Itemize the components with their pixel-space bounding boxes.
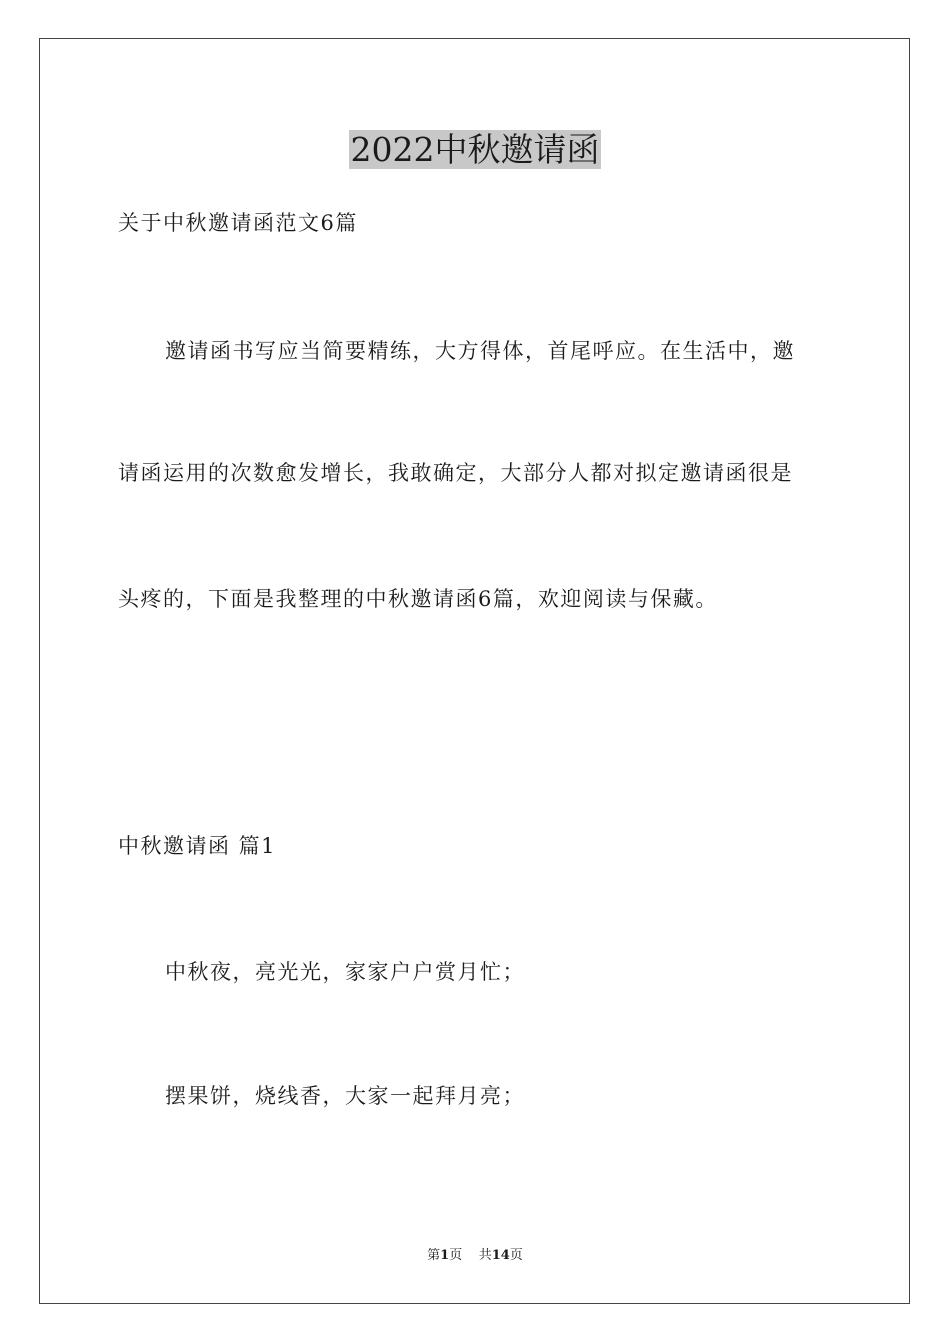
document-title-text: 2022中秋邀请函 — [350, 130, 600, 169]
footer-total-suffix: 页 — [509, 1248, 523, 1263]
poem-line-1: 中秋夜，亮光光，家家户户赏月忙； — [165, 960, 525, 984]
section-heading: 中秋邀请函 篇1 — [118, 834, 277, 858]
poem-line-2: 摆果饼，烧线香，大家一起拜月亮； — [165, 1084, 525, 1108]
intro-line-2: 请函运用的次数愈发增长，我敢确定，大部分人都对拟定邀请函很是 — [118, 461, 793, 485]
intro-line-1: 邀请函书写应当简要精练，大方得体，首尾呼应。在生活中，邀 — [165, 339, 795, 363]
footer-total-pages: 14 — [491, 1248, 510, 1263]
footer-total-prefix: 共 — [478, 1248, 492, 1263]
document-subtitle: 关于中秋邀请函范文6篇 — [118, 211, 358, 235]
intro-line-3: 头疼的，下面是我整理的中秋邀请函6篇，欢迎阅读与保藏。 — [118, 587, 718, 611]
footer-page-suffix: 页 — [449, 1248, 463, 1263]
document-title — [0, 128, 950, 172]
page-footer — [0, 1247, 950, 1265]
footer-page-number: 1 — [440, 1248, 450, 1263]
footer-page-prefix: 第 — [427, 1248, 441, 1263]
